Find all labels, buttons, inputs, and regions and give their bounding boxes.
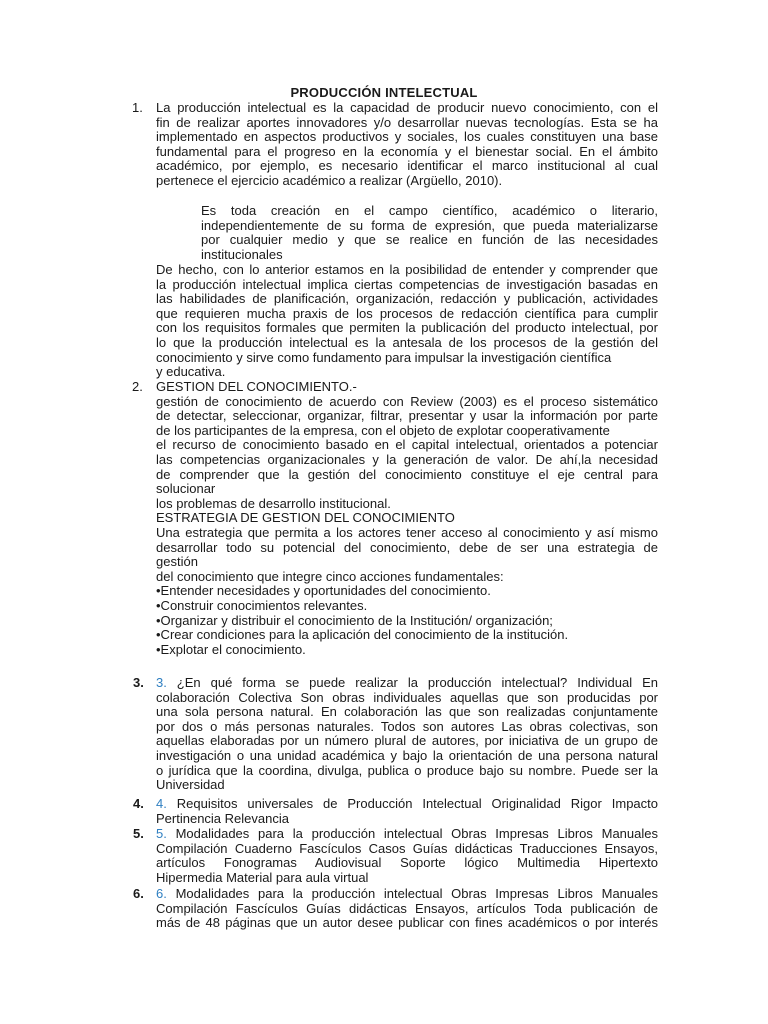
bullet-item: •Explotar el conocimiento.: [156, 641, 306, 657]
text-line: de comprender que la gestión del conocimiento constituye el eje central para: [156, 466, 658, 482]
item-6-inner-number: 6.: [156, 886, 167, 901]
text-line: conocimiento y sirve como fundamento para impulsar la investigación científica: [156, 349, 612, 365]
text-line: las habilidades de planificación, organización, redacción y publicación, actividades: [156, 291, 658, 307]
text-line: por cualquier medio y que se realice en función de las necesidades: [201, 232, 658, 248]
item-1-number: 1.: [132, 100, 143, 115]
text-line: Compilación Cuaderno Fascículos Casos Guías didácticas Traducciones Ensayos,: [156, 840, 658, 856]
item-2-heading: GESTION DEL CONOCIMIENTO.-: [156, 379, 357, 394]
text-line: Es toda creación en el campo científico, académico o literario,: [201, 203, 658, 218]
item-4-number: 4.: [133, 796, 144, 811]
text-line: con los requisitos formales que permiten la publicación del producto intelectual, por: [156, 320, 658, 336]
text-line: la producción intelectual implica ciertas competencias de investigación basadas en: [156, 276, 658, 292]
text-line: el recurso de conocimiento basado en el capital intelectual, orientados a potenciar: [156, 437, 658, 453]
item-2-subheading: ESTRATEGIA DE GESTION DEL CONOCIMIENTO: [156, 510, 455, 526]
text-line: Universidad: [156, 777, 225, 793]
text-fragment: ¿En qué forma se puede realizar la producción intelectual? Individual En: [166, 675, 658, 690]
text-fragment: Modalidades para la producción intelectual Obras Impresas Libros Manuales: [166, 826, 658, 841]
text-line: institucionales: [201, 246, 283, 262]
text-line: implementado en aspectos productivos y sociales, los cuales constituyen una base: [156, 129, 658, 145]
item-3-paragraph: [156, 676, 658, 793]
text-line: que requieren mucha praxis de los procesos de redacción científica para cumplir: [156, 305, 658, 321]
text-line: por dos o más personas naturales. Todos son autores Las obras colectivas, son: [156, 718, 658, 734]
text-line: Pertinencia Relevancia: [156, 810, 289, 826]
item-6-paragraph: [156, 887, 658, 931]
text-fragment: Modalidades para la producción intelectual Obras Impresas Libros Manuales: [166, 886, 658, 901]
text-line: una sola persona natural. En colaboración las que son realizadas conjuntamente: [156, 704, 658, 720]
text-line: lo que la producción intelectual es la antesala de los procesos de la gestión del: [156, 334, 658, 350]
text-line: desarrollar todo su potencial del conocimiento, debe de ser una estrategia de: [156, 539, 658, 555]
text-line: del conocimiento que integre cinco acciones fundamentales:: [156, 568, 504, 584]
text-line: académico, por ejemplo, es necesario identificar el marco institucional al cual: [156, 158, 658, 174]
text-line: pertenece el ejercicio académico a realizar (Argüello, 2010).: [156, 172, 503, 188]
item-3-inner-number: 3.: [156, 675, 167, 690]
text-line: y educativa.: [156, 364, 226, 380]
text-line: Hipermedia Material para aula virtual: [156, 869, 369, 885]
text-line: artículos Fonogramas Audiovisual Soporte lógico Multimedia Hipertexto: [156, 855, 658, 871]
item-5-paragraph: [156, 827, 658, 885]
bullet-item: •Organizar y distribuir el conocimiento de la Institución/ organización;: [156, 612, 553, 628]
text-line: gestión de conocimiento de acuerdo con Review (2003) es el proceso sistemático: [156, 393, 658, 409]
text-line: [156, 676, 658, 691]
item-5-inner-number: 5.: [156, 826, 167, 841]
text-line: más de 48 páginas que un autor desee publicar con fines académicos o por interés: [156, 915, 658, 931]
item-1-paragraph: [156, 101, 658, 189]
item-1-continuation: [156, 263, 658, 380]
bullet-item: •Entender necesidades y oportunidades del conocimiento.: [156, 583, 491, 599]
text-fragment: Requisitos universales de Producción Intelectual Originalidad Rigor Impacto: [166, 796, 658, 811]
text-line: Compilación Fascículos Guías didácticas Ensayos, artículos Toda publicación de: [156, 900, 658, 916]
text-line: fundamental para el progreso en la economía y el bienestar social. En el ámbito: [156, 143, 658, 159]
text-line: solucionar: [156, 481, 216, 497]
item-6-number: 6.: [133, 886, 144, 901]
text-line: fin de realizar aportes innovadores y/o desarrollar nuevas tecnologías. Esta se ha: [156, 114, 658, 130]
text-line: [156, 797, 658, 812]
text-line: La producción intelectual es la capacidad de producir nuevo conocimiento, con el: [156, 100, 658, 115]
text-line: De hecho, con lo anterior estamos en la posibilidad de entender y comprender que: [156, 262, 658, 277]
text-line: Una estrategia que permita a los actores tener acceso al conocimiento y así mismo: [156, 524, 658, 540]
item-4-paragraph: [156, 797, 658, 826]
text-line: [156, 887, 658, 902]
item-2-section: [156, 380, 658, 657]
text-line: gestión: [156, 554, 198, 570]
item-3-number: 3.: [133, 675, 144, 690]
text-line: independientemente de su forma de expresión, que pueda materializarse: [201, 217, 658, 233]
bullet-item: •Crear condiciones para la aplicación del conocimiento de la institución.: [156, 627, 569, 643]
item-5-number: 5.: [133, 826, 144, 841]
document-title: PRODUCCIÓN INTELECTUAL: [290, 85, 478, 100]
item-2-number: 2.: [132, 379, 143, 394]
text-line: colaboración Colectiva Son obras individuales aquellas que son producidas por: [156, 689, 658, 705]
text-line: aquellas elaboradas por un número plural de autores, por iniciativa de un grupo de: [156, 733, 658, 749]
item-1-quote: [201, 204, 658, 262]
bullet-item: •Construir conocimientos relevantes.: [156, 597, 368, 613]
text-line: investigación o una unidad académica y bajo la orientación de una persona natural: [156, 747, 658, 763]
text-line: [156, 827, 658, 842]
text-line: de detectar, seleccionar, organizar, filtrar, presentar y usar la información por parte: [156, 408, 658, 424]
item-4-inner-number: 4.: [156, 796, 167, 811]
text-line: de los participantes de la empresa, con el objeto de explotar cooperativamente: [156, 422, 610, 438]
text-line: los problemas de desarrollo institucional.: [156, 495, 391, 511]
text-line: o jurídica que la coordina, divulga, publica o produce bajo su nombre. Puede ser la: [156, 762, 658, 778]
text-line: las competencias organizacionales y la generación de valor. De ahí,la necesidad: [156, 451, 658, 467]
